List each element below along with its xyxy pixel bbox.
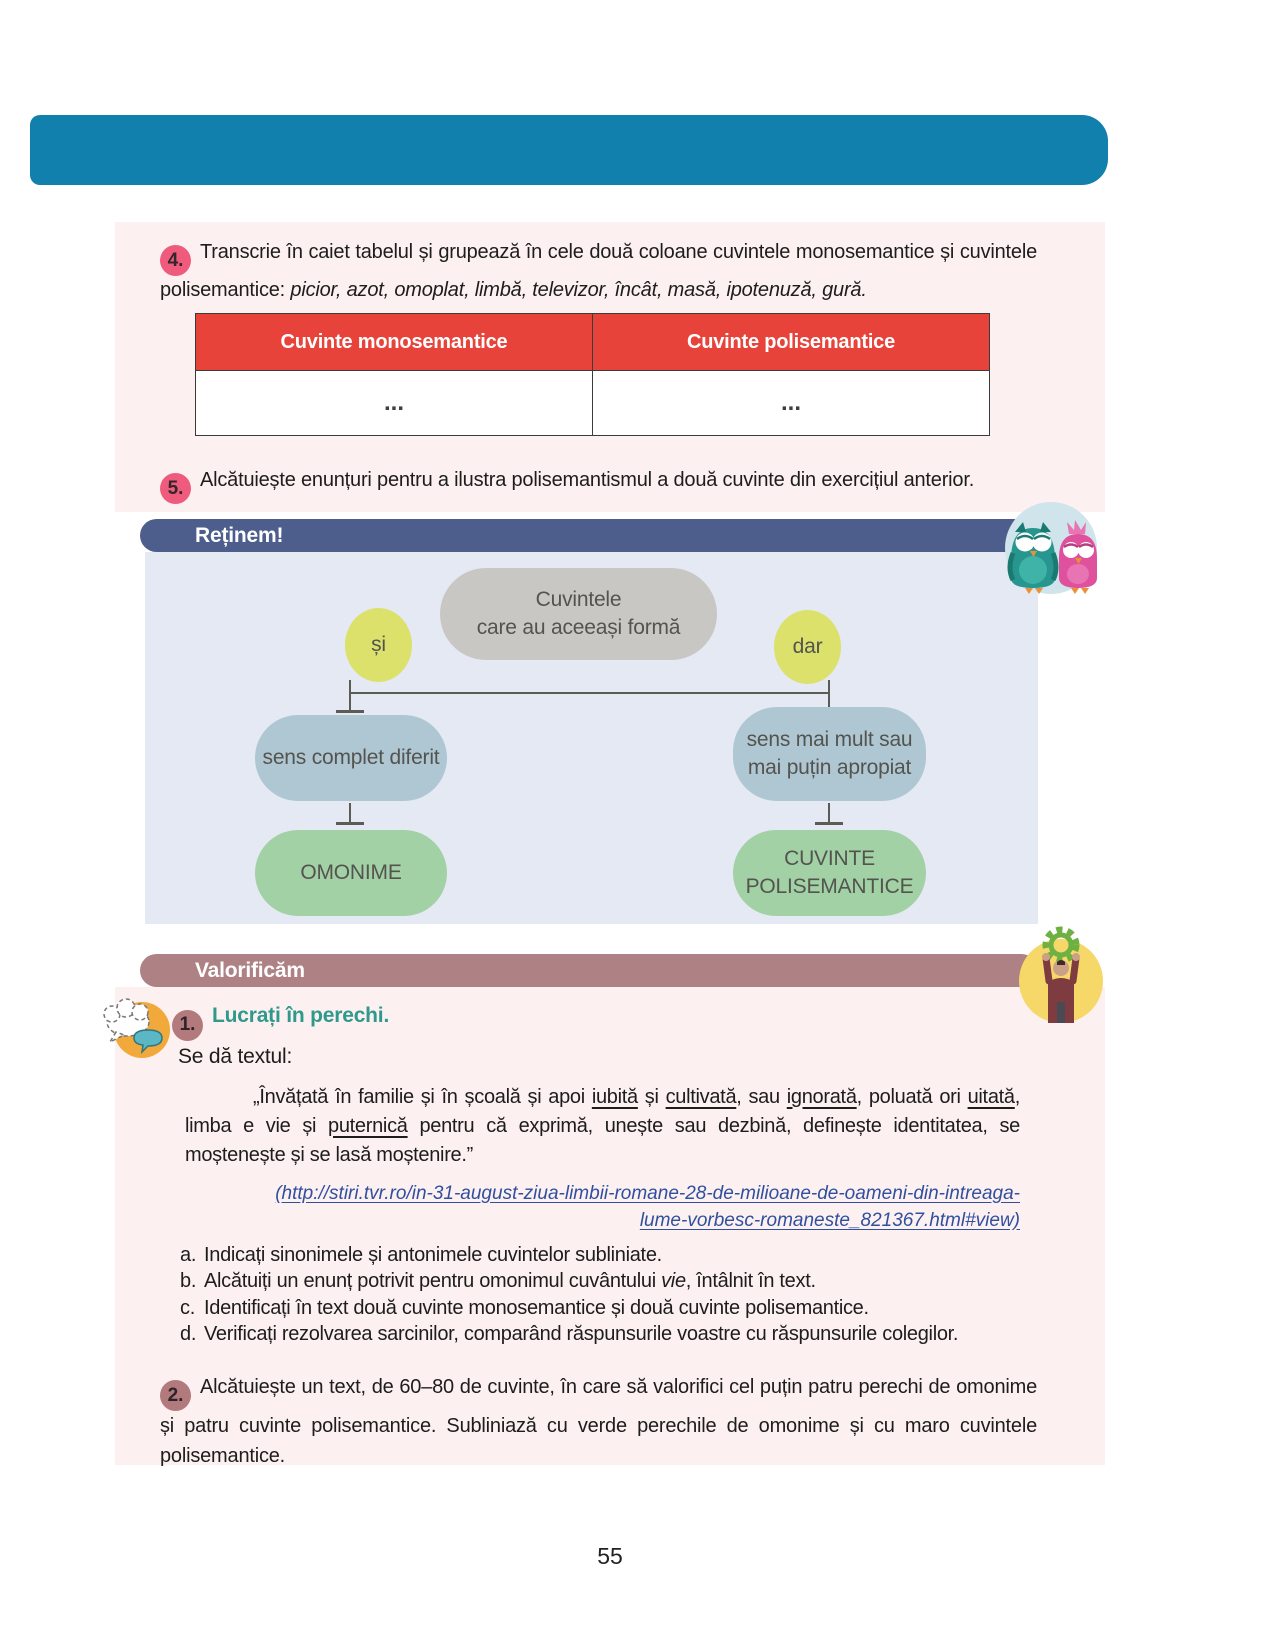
exercise-4 xyxy=(115,222,1105,305)
owls-icon xyxy=(993,498,1101,598)
person-gear-icon xyxy=(1016,918,1106,1024)
source-link-line2[interactable]: lume-vorbesc-romaneste_821367.html#view) xyxy=(639,1209,1020,1231)
source-link-line1[interactable]: (http://stiri.tvr.ro/in-31-august-ziua-limbii-romane-28-de-milioane-de-oameni-din-intreaga- xyxy=(275,1182,1020,1204)
quote-underlined-word: ignorată xyxy=(786,1085,857,1108)
item-d-letter: d. xyxy=(180,1323,197,1345)
retinem-title: Reținem! xyxy=(195,524,284,547)
diagram-root-line2: care au aceeași formă xyxy=(476,616,681,639)
item-b-letter: b. xyxy=(180,1270,197,1292)
diagram-root-node xyxy=(440,568,717,660)
diagram-cap-left xyxy=(336,710,364,713)
diagram-branch-dar: dar xyxy=(774,610,841,684)
diagram-branch-si: și xyxy=(345,608,412,682)
exercise-4-text: Transcrie în caiet tabelul și grupează în cele două coloane cuvintele monosemantice și cuvintele polisemantice: xyxy=(160,241,1037,301)
valorificam-title: Valorificăm xyxy=(195,959,305,982)
exercise-1-number-badge: 1. xyxy=(172,1010,203,1041)
item-b-text-post: , întâlnit în text. xyxy=(685,1270,816,1292)
diagram-cap-right-2 xyxy=(815,822,843,825)
exercise-1 xyxy=(172,1001,1105,1041)
page-number: 55 xyxy=(597,1543,623,1569)
quote-underlined-word: puternică xyxy=(328,1114,408,1137)
item-c-text: Identificați în text două cuvinte monosemantice și două cuvinte polisemantice. xyxy=(204,1296,869,1319)
exercise-2-number-badge: 2. xyxy=(160,1380,191,1411)
quote-underlined-word: iubită xyxy=(591,1085,638,1108)
item-a-text: Indicați sinonimele și antonimele cuvintelor subliniate. xyxy=(204,1243,662,1266)
quote-segment: pentru că exprimă, unește sau dezbină, definește identitatea, se moștenește și se lasă moștenire.” xyxy=(185,1114,1020,1166)
exercise-2-text: Alcătuiește un text, de 60–80 de cuvinte, în care să valorifici cel puțin patru perechi de omonime și patru cuvinte polisemantice. Subliniază cu verde perechile de omonime și cu maro cuvintele polisemantice. xyxy=(160,1375,1037,1467)
exercise-1-intro: Se dă textul: xyxy=(178,1044,293,1068)
item-b-text-pre: Alcătuiți un enunț potrivit pentru omonimul cuvântului xyxy=(204,1270,662,1292)
item-d xyxy=(180,1321,1105,1348)
quote-underlined-word: uitată xyxy=(967,1085,1015,1108)
item-b xyxy=(180,1268,1105,1295)
item-a-letter: a. xyxy=(180,1243,197,1266)
table-row xyxy=(196,371,990,436)
retinem-panel xyxy=(145,552,1038,924)
exercise-5 xyxy=(115,466,1105,504)
source-link[interactable] xyxy=(185,1180,1020,1234)
quote-underlined-word: cultivată xyxy=(665,1085,737,1108)
diagram-node-cuvinte-polisemantice: CUVINTE POLISEMANTICE xyxy=(733,830,926,916)
diagram-node-omonime: OMONIME xyxy=(255,830,447,916)
quote-segment: „Învățată în familie și în școală și apoi xyxy=(253,1085,592,1108)
exercise-5-number-badge: 5. xyxy=(160,473,191,504)
quoted-text xyxy=(185,1083,1020,1170)
top-decoration-bar xyxy=(30,115,1108,185)
exercise-5-text: Alcătuiește enunțuri pentru a ilustra polisemantismul a două cuvinte din exercițiul anterior. xyxy=(200,469,975,491)
item-d-text: Verificați rezolvarea sarcinilor, comparând răspunsurile voastre cu răspunsurile colegilor. xyxy=(204,1323,959,1345)
table-header-polisemantice: Cuvinte polisemantice xyxy=(593,314,990,371)
speech-bubbles-svg xyxy=(98,992,178,1066)
diagram-drop-left-2 xyxy=(349,803,351,824)
quote-segment: și xyxy=(637,1085,666,1108)
table-cell-monosemantice: ... xyxy=(196,371,593,436)
exercise-1-items xyxy=(180,1242,1105,1348)
retinem-header xyxy=(140,519,1038,552)
table-header-row xyxy=(196,314,990,371)
item-b-word-vie: vie xyxy=(661,1270,686,1292)
speech-bubbles-icon xyxy=(98,992,178,1066)
words-table xyxy=(195,313,990,436)
item-c xyxy=(180,1295,1105,1322)
exercise-4-number-badge: 4. xyxy=(160,245,191,276)
diagram-drop-right-2 xyxy=(828,803,830,824)
exercise-2 xyxy=(115,1372,1105,1472)
item-a xyxy=(180,1242,1105,1269)
item-c-letter: c. xyxy=(180,1296,195,1319)
valorificam-panel xyxy=(115,987,1105,1465)
quote-segment: , sau xyxy=(736,1085,787,1108)
exercise-1-heading: Lucrați în perechi. xyxy=(212,1004,390,1027)
table-header-monosemantice: Cuvinte monosemantice xyxy=(196,314,593,371)
diagram-drop-left xyxy=(349,680,351,713)
diagram-node-sens-diferit: sens complet diferit xyxy=(255,715,447,801)
diagram-cap-left-2 xyxy=(336,822,364,825)
diagram-node-sens-apropiat: sens mai mult sau mai puțin apropiat xyxy=(733,707,926,801)
diagram-rail-line xyxy=(350,692,830,694)
person-gear-illustration xyxy=(1016,918,1106,1024)
quote-segment: , limba e vie și xyxy=(185,1085,1020,1137)
diagram-root-line1: Cuvintele xyxy=(535,588,622,611)
valorificam-header xyxy=(140,954,1038,987)
table-cell-polisemantice: ... xyxy=(593,371,990,436)
exercises-panel xyxy=(115,222,1105,512)
quote-segment: , poluată ori xyxy=(856,1085,968,1108)
owls-illustration xyxy=(993,498,1101,598)
exercise-4-word-list: picior, azot, omoplat, limbă, televizor, încât, masă, ipotenuză, gură. xyxy=(290,279,867,301)
